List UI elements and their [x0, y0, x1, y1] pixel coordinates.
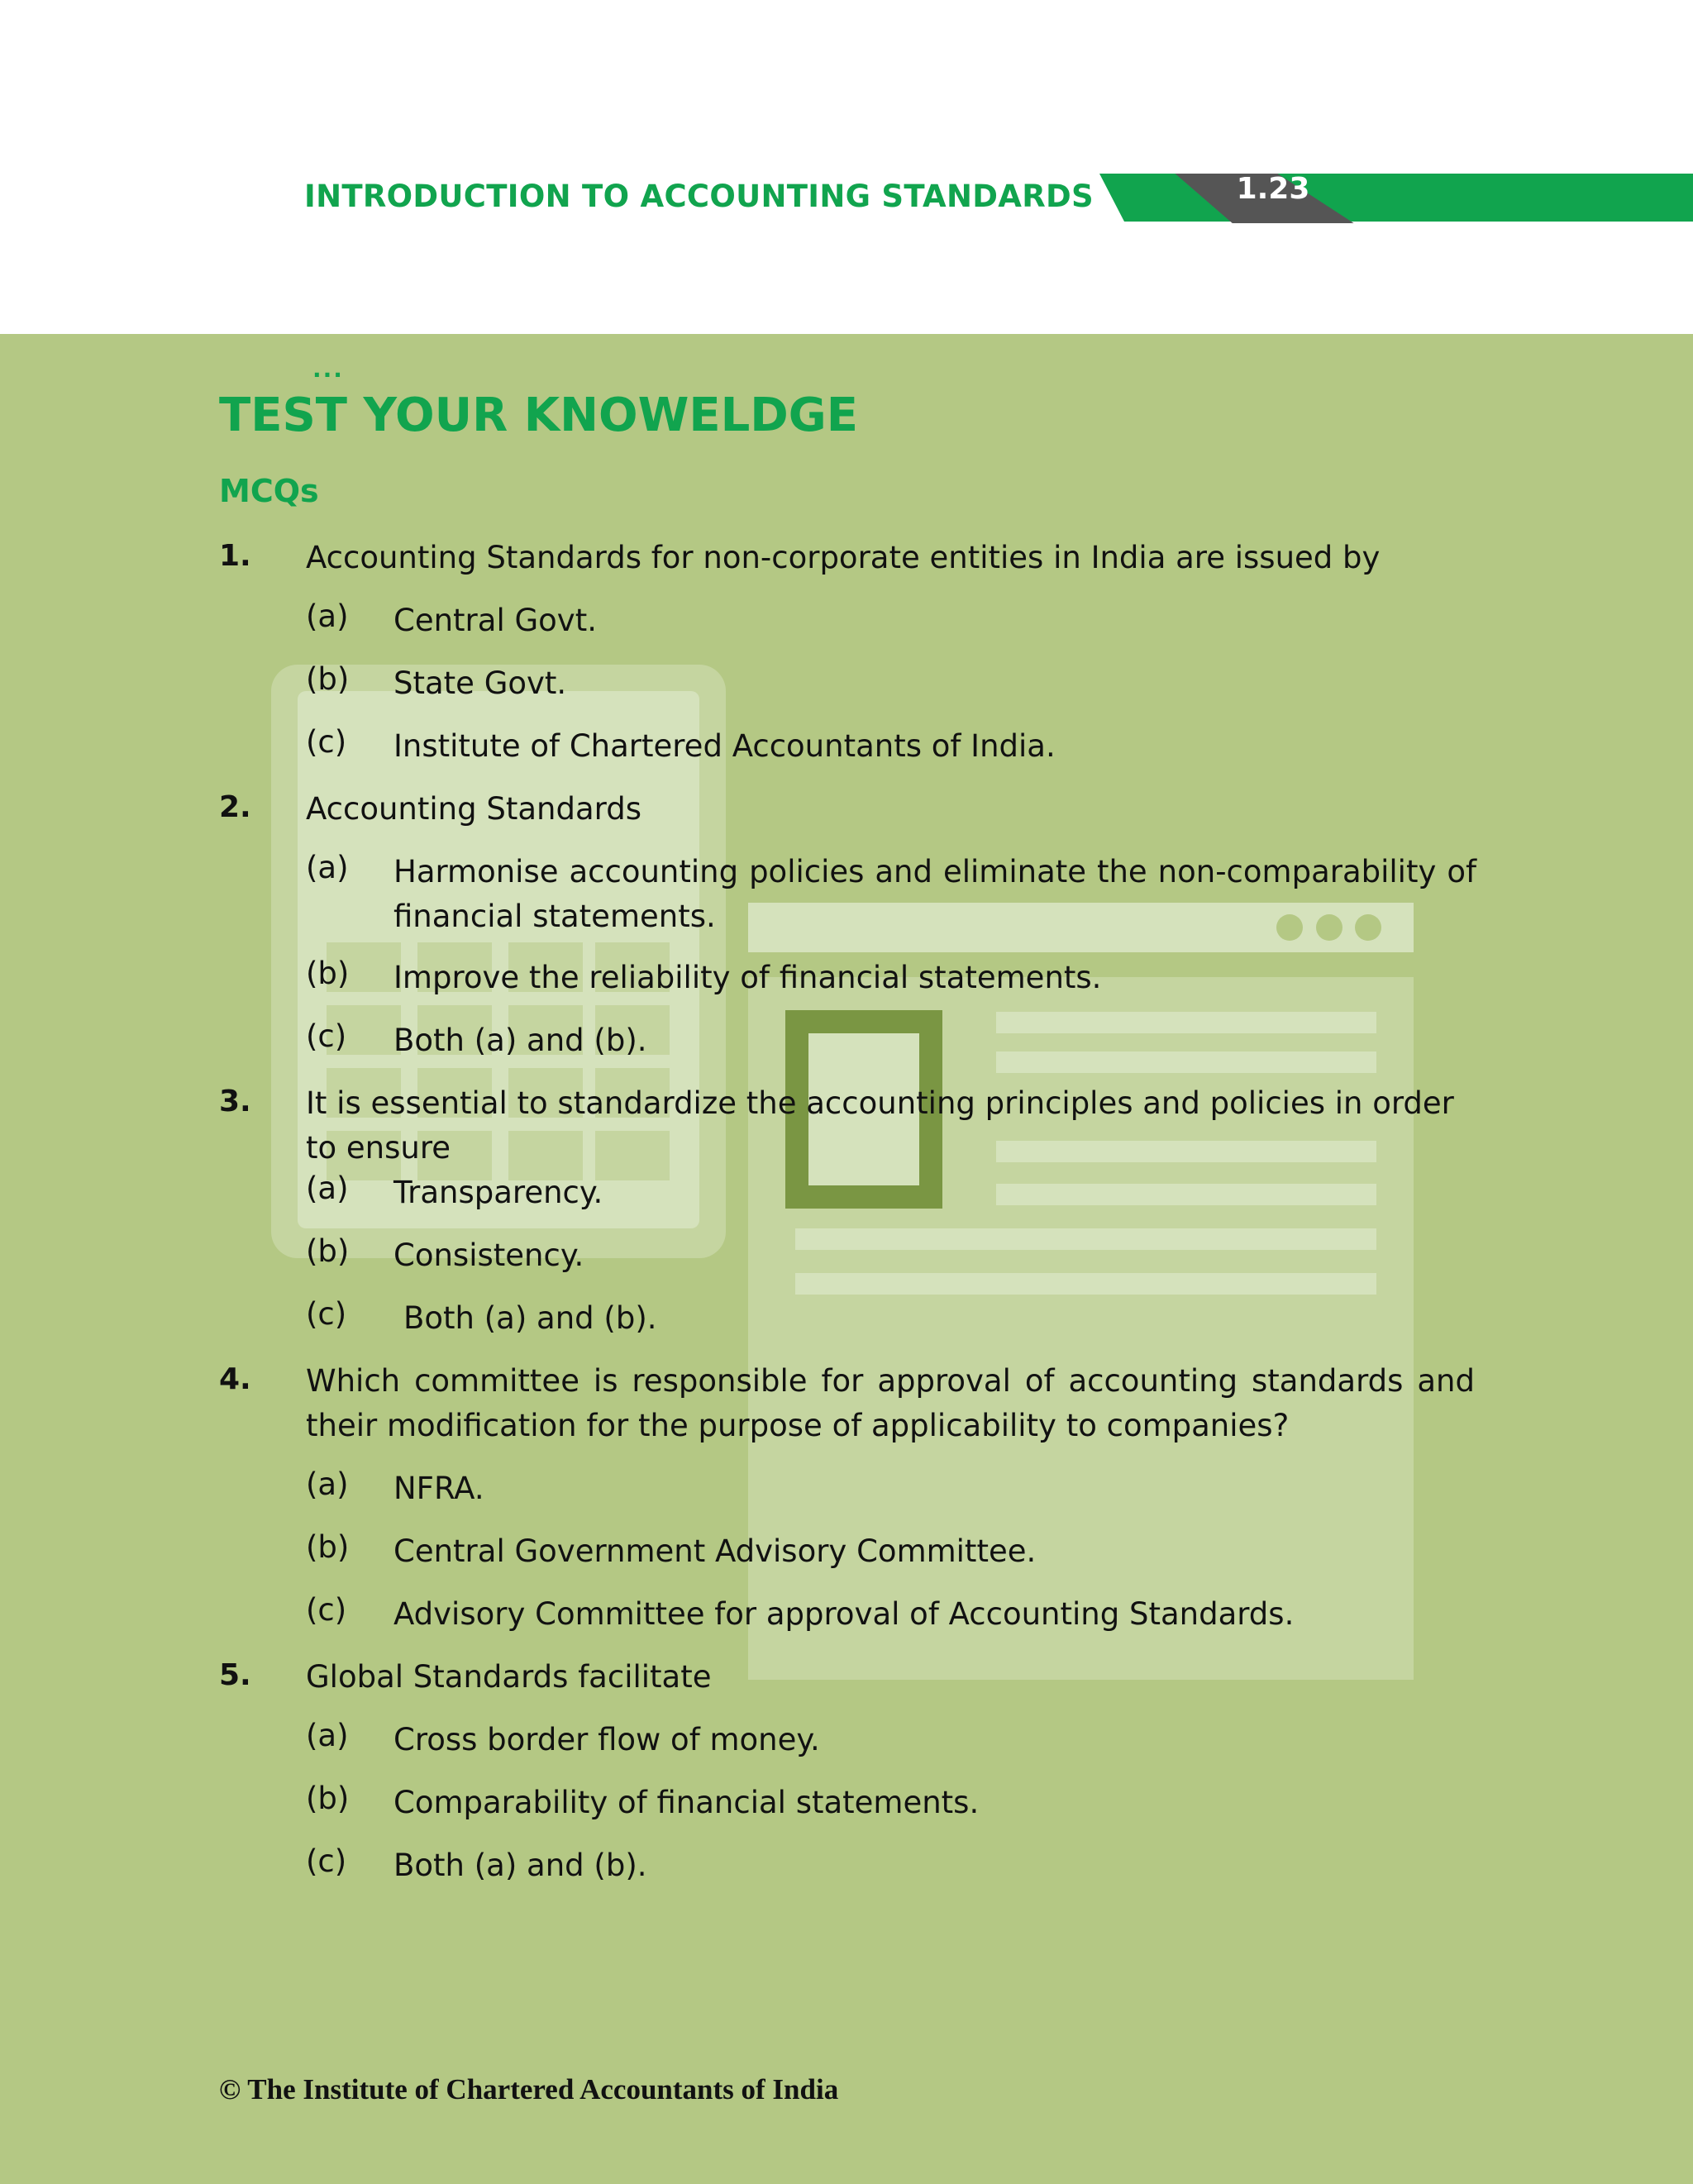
option-text: Cross border flow of money. [393, 1722, 820, 1757]
section-subtitle: MCQs [219, 473, 319, 509]
question-number: 1. [219, 539, 251, 573]
option-label: (c) [306, 1018, 347, 1054]
question-text: Accounting Standards for non-corporate entities in India are issued by [306, 540, 1381, 575]
question-number: 5. [219, 1658, 251, 1692]
question-text: Global Standards facilitate [306, 1659, 712, 1695]
option-label: (b) [306, 661, 350, 697]
chapter-title: INTRODUCTION TO ACCOUNTING STANDARDS [304, 179, 1094, 214]
option-text: Central Govt. [393, 603, 597, 638]
option-label: (c) [306, 724, 347, 760]
page-number: 1.23 [1236, 172, 1310, 206]
question-text: Accounting Standards [306, 791, 641, 827]
option-text: Institute of Chartered Accountants of India. [393, 728, 1056, 764]
option-text: State Govt. [393, 665, 567, 701]
page-header [0, 0, 1693, 334]
option-label: (c) [306, 1592, 347, 1628]
option-label: (a) [306, 1718, 349, 1753]
option-text: Consistency. [393, 1237, 584, 1273]
question-number: 2. [219, 790, 251, 824]
question-number: 4. [219, 1362, 251, 1396]
option-label: (b) [306, 956, 350, 991]
option-label: (c) [306, 1296, 347, 1332]
option-text: NFRA. [393, 1471, 484, 1506]
option-label: (a) [306, 598, 349, 634]
option-text: Comparability of financial statements. [393, 1785, 980, 1820]
copyright-footer: © The Institute of Chartered Accountants of India [219, 2073, 839, 2105]
option-text: Harmonise accounting policies and eliminate the non-comparability of financial statements. [393, 854, 1476, 934]
option-text: Transparency. [393, 1175, 603, 1210]
option-text: Both (a) and (b). [393, 1023, 647, 1058]
option-label: (a) [306, 850, 349, 885]
option-label: (b) [306, 1529, 350, 1565]
option-label: (b) [306, 1233, 350, 1269]
section-dots: ... [312, 355, 344, 383]
option-label: (b) [306, 1781, 350, 1816]
option-text: Both (a) and (b). [403, 1300, 657, 1336]
option-label: (a) [306, 1466, 349, 1502]
option-text: Both (a) and (b). [393, 1848, 647, 1883]
section-title: TEST YOUR KNOWELDGE [219, 389, 859, 442]
option-text: Central Government Advisory Committee. [393, 1533, 1037, 1569]
question-number: 3. [219, 1085, 251, 1118]
question-text: Which committee is responsible for approval of accounting standards and their modification for the purpose of applicability to companies? [306, 1363, 1475, 1443]
header-band [1099, 174, 1693, 223]
option-text: Advisory Committee for approval of Accounting Standards. [393, 1596, 1295, 1632]
option-label: (a) [306, 1171, 349, 1206]
question-text: It is essential to standardize the accounting principles and policies in order to ensure [306, 1085, 1454, 1166]
option-text: Improve the reliability of financial statements. [393, 960, 1102, 995]
option-label: (c) [306, 1843, 347, 1879]
